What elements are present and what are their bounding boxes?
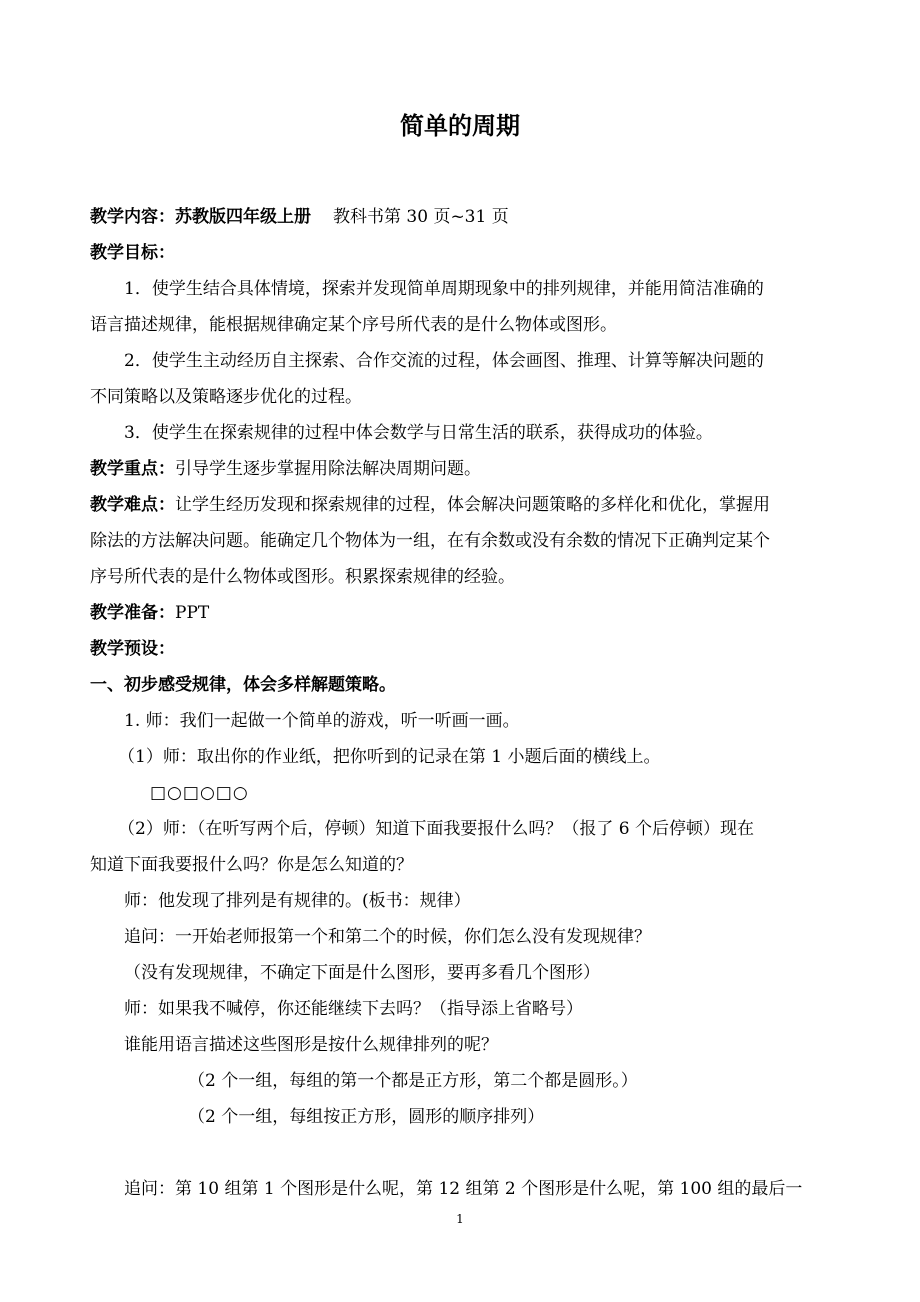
prep-label: 教学准备： xyxy=(90,603,175,623)
section-1-line-8: 谁能用语言描述这些图形是按什么规律排列的呢？ xyxy=(124,1035,498,1055)
shape-sequence: □○□○□○ xyxy=(150,783,249,803)
prep-line xyxy=(90,601,830,625)
section-1-line-9: （2 个一组，每组的第一个都是正方形，第二个都是圆形。） xyxy=(188,1071,638,1091)
difficulty-label: 教学难点： xyxy=(90,495,175,515)
section-1-line-10: （2 个一组，每组按正方形，圆形的顺序排列） xyxy=(188,1107,545,1127)
teaching-content-value: 苏教版四年级上册 xyxy=(175,207,311,227)
prep-text: PPT xyxy=(175,603,210,623)
goal-3: 3．使学生在探索规律的过程中体会数学与日常生活的联系，获得成功的体验。 xyxy=(124,423,713,443)
section-1-line-1: 1. 师：我们一起做一个简单的游戏，听一听画一画。 xyxy=(124,711,520,731)
difficulty-text-1: 让学生经历发现和探索规律的过程，体会解决问题策略的多样化和优化，掌握用 xyxy=(175,495,770,515)
goal-1-line-1: 1．使学生结合具体情境，探索并发现简单周期现象中的排列规律，并能用简洁准确的 xyxy=(124,279,764,299)
section-1-line-6: （没有发现规律，不确定下面是什么图形，要再多看几个图形） xyxy=(124,963,600,983)
goal-1-line-2: 语言描述规律，能根据规律确定某个序号所代表的是什么物体或图形。 xyxy=(90,315,617,335)
difficulty-line-3: 序号所代表的是什么物体或图形。积累探索规律的经验。 xyxy=(90,567,515,587)
difficulty-line-2: 除法的方法解决问题。能确定几个物体为一组，在有余数或没有余数的情况下正确判定某个 xyxy=(90,531,770,551)
section-1-line-7: 师：如果我不喊停，你还能继续下去吗？（指导添上省略号） xyxy=(124,999,583,1019)
section-1-line-5: 追问：一开始老师报第一个和第二个的时候，你们怎么没有发现规律？ xyxy=(124,927,651,947)
teaching-content-label: 教学内容： xyxy=(90,207,175,227)
key-point-label: 教学重点： xyxy=(90,459,175,479)
preset-label: 教学预设： xyxy=(90,639,175,659)
key-point-text: 引导学生逐步掌握用除法解决周期问题。 xyxy=(175,459,481,479)
section-1-line-4: 师：他发现了排列是有规律的。(板书：规律） xyxy=(124,891,471,911)
goals-label: 教学目标： xyxy=(90,243,175,263)
section-1-line-3a: （2）师：（在听写两个后，停顿）知道下面我要报什么吗？（报了 6 个后停顿）现在 xyxy=(118,819,754,839)
section-1-line-2: （1）师：取出你的作业纸，把你听到的记录在第 1 小题后面的横线上。 xyxy=(118,747,661,767)
page-title: 简单的周期 xyxy=(400,112,520,140)
goal-2-line-2: 不同策略以及策略逐步优化的过程。 xyxy=(90,387,362,407)
page-number: 1 xyxy=(456,1212,464,1226)
difficulty-line-1 xyxy=(90,493,830,517)
section-1-heading: 一、初步感受规律，体会多样解题策略。 xyxy=(90,675,396,695)
teaching-content-line xyxy=(90,205,830,229)
teaching-content-pages: 教科书第 30 页~31 页 xyxy=(333,207,509,227)
goal-2-line-1: 2．使学生主动经历自主探索、合作交流的过程，体会画图、推理、计算等解决问题的 xyxy=(124,351,764,371)
key-point-line xyxy=(90,457,830,481)
section-1-line-3b: 知道下面我要报什么吗？你是怎么知道的？ xyxy=(90,855,413,875)
section-1-line-11: 追问：第 10 组第 1 个图形是什么呢，第 12 组第 2 个图形是什么呢，第 100 组的最后一 xyxy=(124,1179,803,1199)
